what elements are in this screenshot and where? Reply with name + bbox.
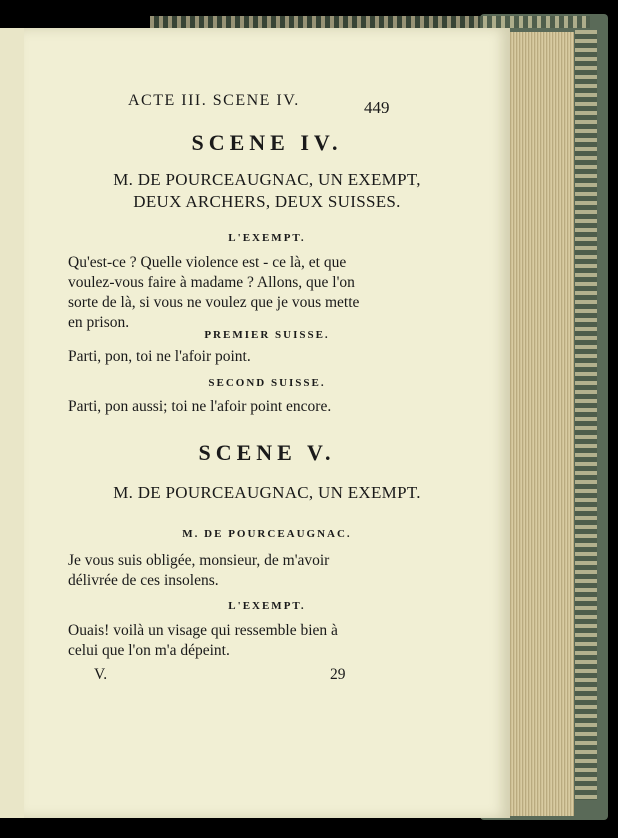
scene-4-cast-line: M. DE POURCEAUGNAC, UN EXEMPT, [113,170,421,189]
signature-mark: V. [94,666,108,683]
scene-4-title: SCENE IV. [191,130,343,155]
speech-line: Qu'est-ce ? Quelle violence est - ce là, et que [68,254,347,271]
scene-5-cast-line: M. DE POURCEAUGNAC, UN EXEMPT. [113,483,421,502]
speaker-label: M. DE POURCEAUGNAC. [182,528,352,540]
book-page [24,28,510,818]
speech-line: en prison. [68,314,130,331]
signature-number: 29 [330,666,346,683]
speech-line: voulez-vous faire à madame ? Allons, que l'on [68,274,355,291]
speaker-label: L'EXEMPT. [228,600,306,612]
speech-line: Parti, pon aussi; toi ne l'afoir point encore. [68,398,332,415]
page-edges [500,32,574,816]
page-number: 449 [364,98,390,117]
speech-line: Ouais! voilà un visage qui ressemble bien à [68,622,338,639]
speech-line: celui que l'on m'a dépeint. [68,642,230,659]
scene-5-title: SCENE V. [198,440,336,465]
speaker-label: SECOND SUISSE. [208,377,326,389]
running-head: ACTE III. SCENE IV. [128,92,300,109]
speech-line: sorte de là, si vous ne voulez que je vous mette [68,294,360,311]
speaker-label: PREMIER SUISSE. [204,329,330,341]
scene-4-cast-line: DEUX ARCHERS, DEUX SUISSES. [133,192,401,211]
facing-page [0,28,25,818]
cover-border-top [150,16,590,28]
speech-line: Parti, pon, toi ne l'afoir point. [68,348,251,365]
speech-line: Je vous suis obligée, monsieur, de m'avoir [68,552,330,569]
speaker-label: L'EXEMPT. [228,232,306,244]
speech-line: délivrée de ces insolens. [68,572,219,589]
cover-border-right [575,30,597,800]
